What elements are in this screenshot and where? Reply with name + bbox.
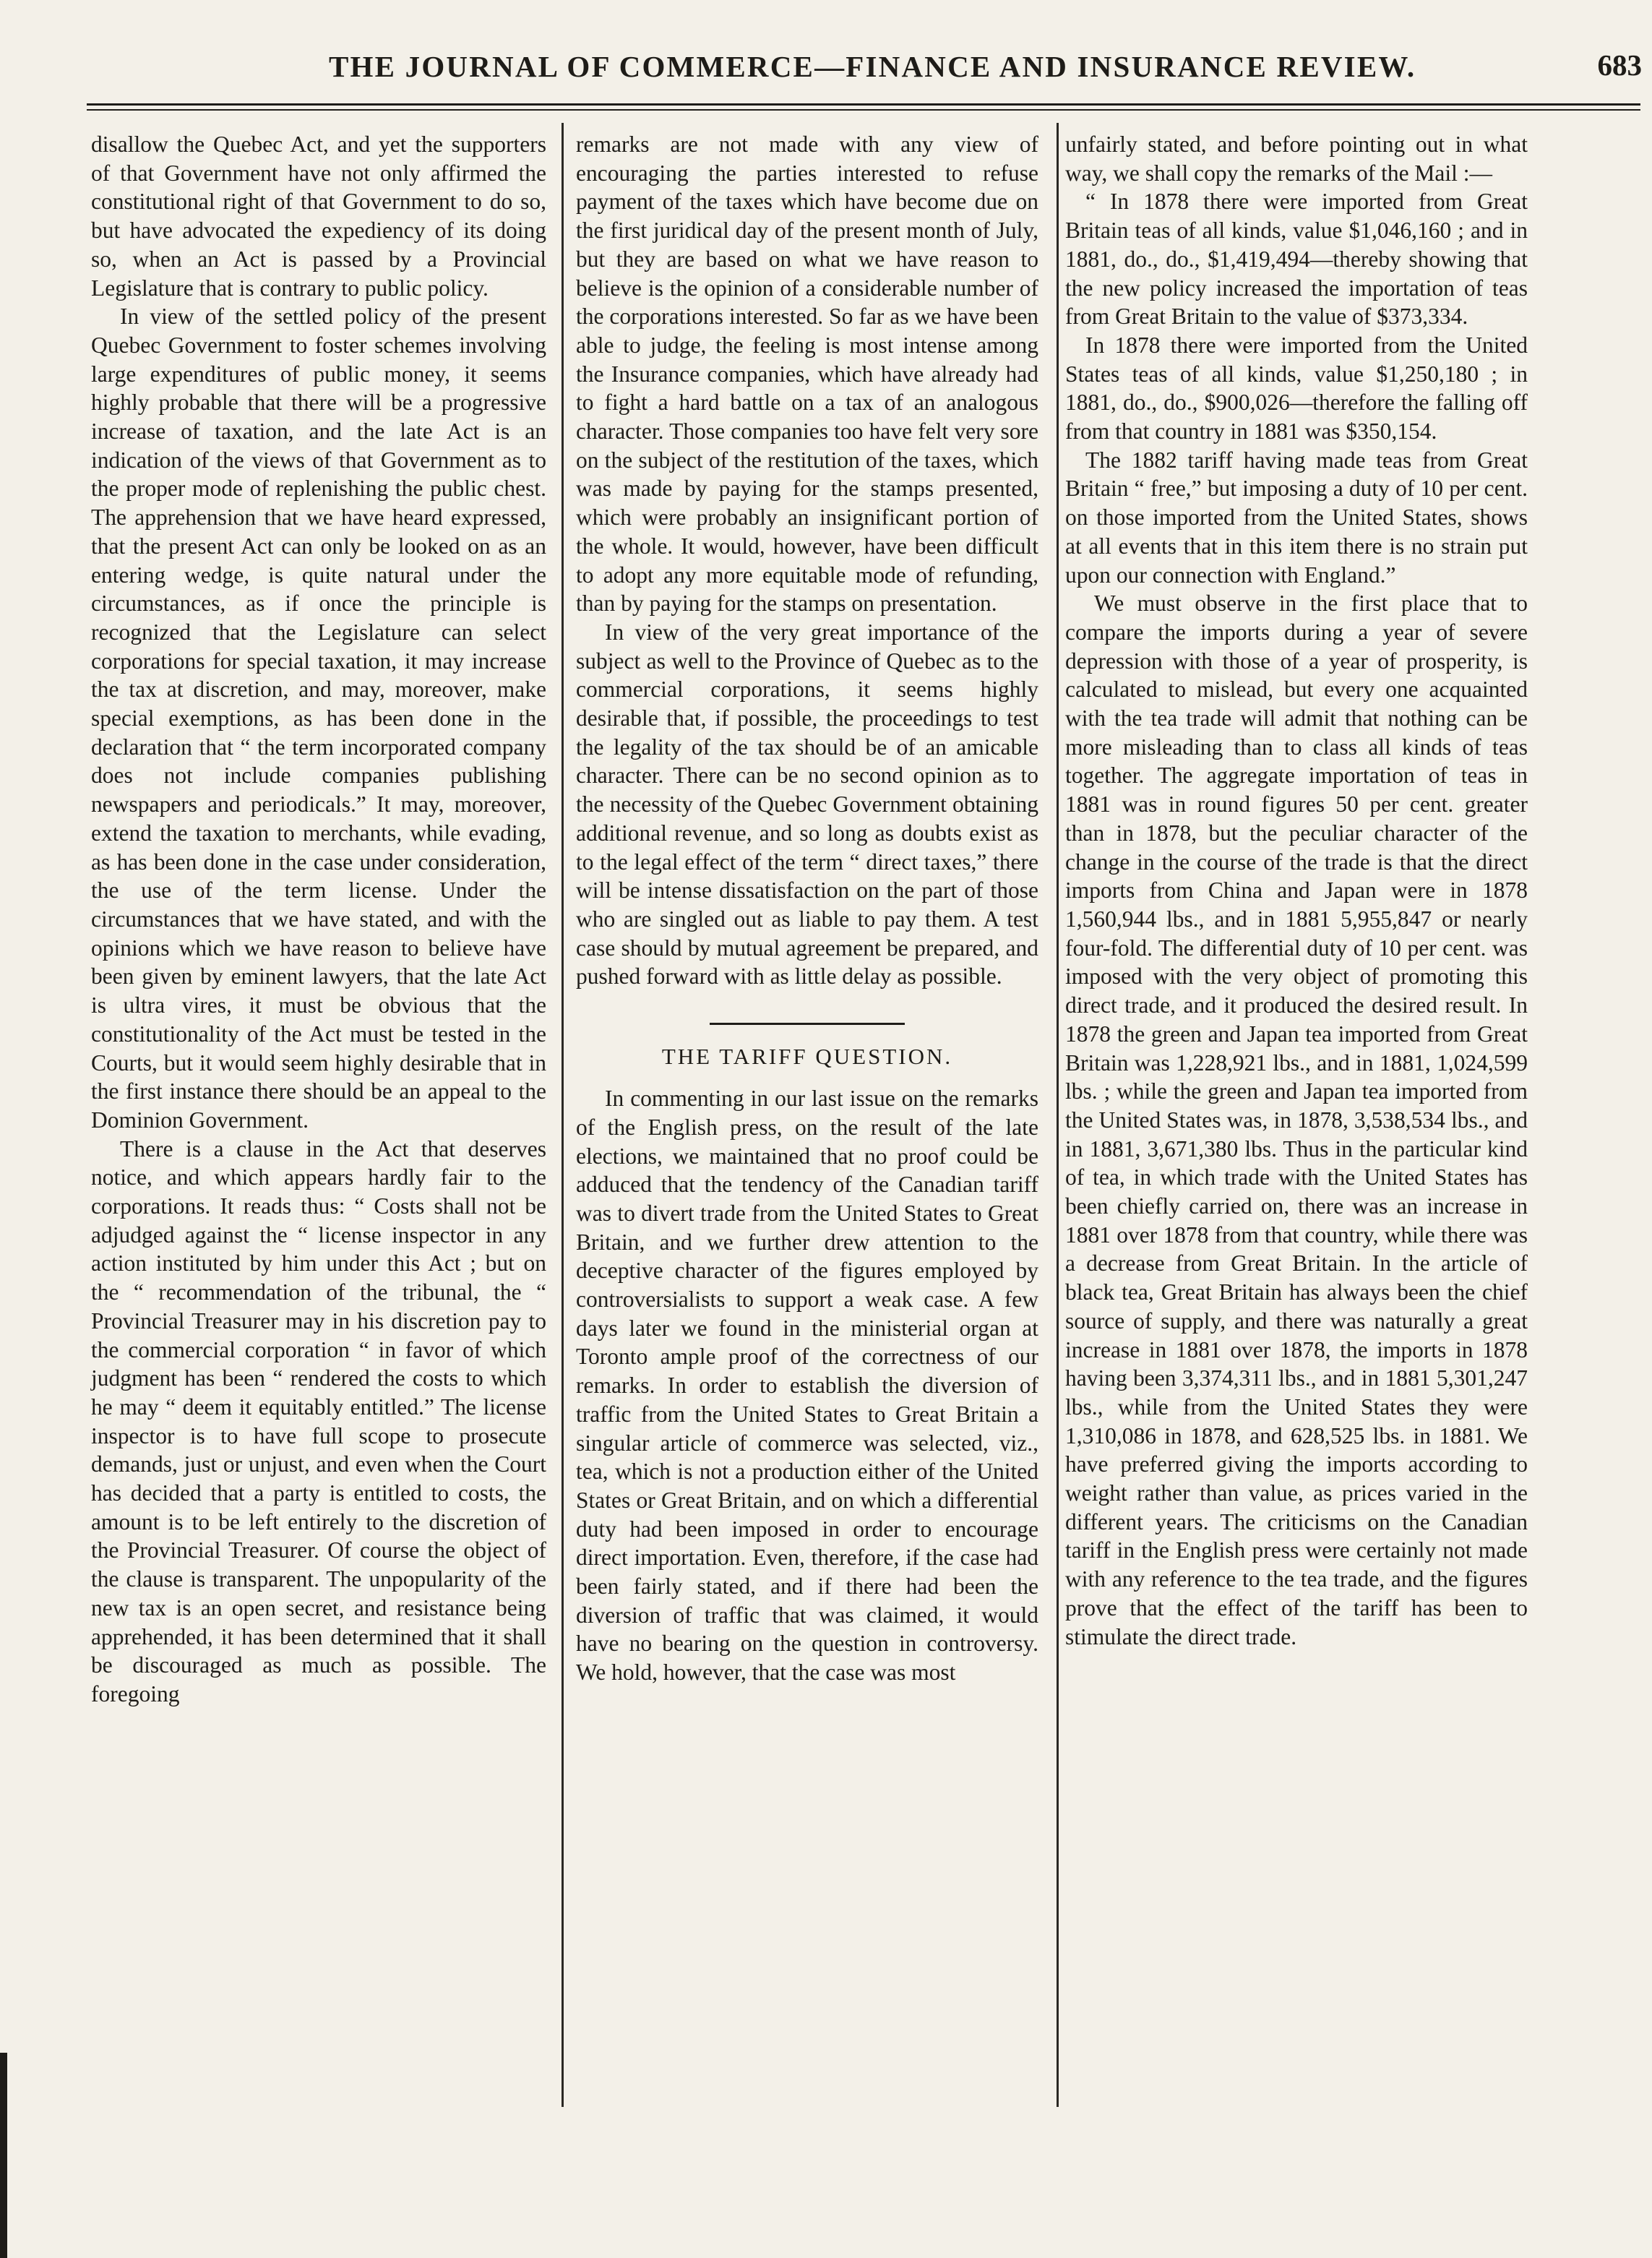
column-2 — [576, 130, 1038, 1687]
col2-paragraph-2: In view of the very great importance of the subject as well to the Province of Quebec as to the commercial corporations, it seems highly desirable that, if possible, the proceedings to test the legality of the tax should be of an amicable character. There can be no second opinion as to the necessity of the Quebec Government obtaining additional revenue, and so long as doubts exist as to the legal effect of the term “ direct taxes,” there will be intense dissatisfaction on the part of those who are singled out as liable to pay them. A test case should by mutual agreement be prepared, and pushed forward with as little delay as possible. — [576, 619, 1038, 990]
col3-paragraph-2: We must observe in the first place that to compare the imports during a year of severe depression with those of a year of prosperity, is calculated to mislead, but every one acquainted with the tea trade will admit that nothing can be more misleading than to class all kinds of teas together. The aggregate importation of teas in 1881 was in round figures 50 per cent. greater than in 1878, but the peculiar character of the change in the course of the trade is that the direct imports from China and Japan were in 1878 1,560,944 lbs., and in 1881 5,955,847 or nearly four-fold. The differential duty of 10 per cent. was imposed with the very object of promoting this direct trade, and it produced the desired result. In 1878 the green and Japan tea imported from Great Britain was 1,228,921 lbs., and in 1881, 1,024,599 lbs. ; while the green and Japan tea imported from the United States was, in 1878, 3,538,534 lbs., and in 1881, 3,671,380 lbs. Thus in the particular kind of tea, in which trade with the United States has been chiefly carried on, there was an increase in 1881 over 1878 from that country, while there was a decrease from Great Britain. In the article of black tea, Great Britain has always been the chief source of supply, and there was naturally a great increase in 1881 over 1878, the imports in 1878 having been 3,374,311 lbs., and in 1881 5,301,247 lbs., while from the United States they were 1,310,086 in 1878, and 628,525 lbs. in 1881. We have preferred giving the imports according to weight rather than value, as prices varied in the different years. The criticisms on the Canadian tariff in the English press were certainly not made with any reference to the tea trade, and the figures prove that the effect of the tariff has been to stimulate the direct trade. — [1065, 591, 1528, 1649]
col3-quote-1: “ In 1878 there were imported from Great Britain teas of all kinds, value $1,046,160 ; and in 1881, do., do., $1,419,494—thereby showing that the new policy increased the importation of teas from Great Britain to the value of $373,334. — [1065, 189, 1528, 330]
section-title: THE TARIFF QUESTION. — [661, 1044, 953, 1070]
col1-paragraph-2: In view of the settled policy of the present Quebec Government to foster schemes involving large expenditures of public money, it seems highly probable that there will be a progressive increase of taxation, and the late Act is an indication of the views of that Government as to the proper mode of replenishing the public chest. The apprehension that we have heard expressed, that the present Act can only be looked on as an entering wedge, is quite natural under the circumstances, as if once the principle is recognized that the Legislature can select corporations for special taxation, it may increase the tax at discretion, and may, moreover, make special exemptions, as has been done in the declaration that “ the term incorporated company does not include companies publishing newspapers and periodicals.” It may, moreover, extend the taxation to merchants, while evading, as has been done in the case under consideration, the use of the term license. Under the circumstances that we have stated, and with the opinions which we have reason to believe have been given by eminent lawyers, that the late Act is ultra vires, it must be obvious that the constitutionality of the Act must be tested in the Courts, but it would seem highly desirable that in the first instance there should be an appeal to the Dominion Government. — [91, 304, 546, 1133]
col3-quote-3: The 1882 tariff having made teas from Great Britain “ free,” but imposing a duty of 10 per cent. on those imported from the United States, shows at all events that in this item there is no strain put upon our connection with England.” — [1065, 447, 1528, 588]
col3-paragraph-1: unfairly stated, and before pointing out in what way, we shall copy the remarks of the Mail :— — [1065, 132, 1528, 186]
col3-quote-2: In 1878 there were imported from the United States teas of all kinds, value $1,250,180 ; in 1881, do., do., $900,026—therefore the falling off from that country in 1881 was $350,154. — [1065, 332, 1528, 445]
col2-paragraph-1: remarks are not made with any view of encouraging the parties interested to refuse payment of the taxes which have become due on the first juridical day of the present month of July, but they are based on what we have reason to believe is the opinion of a considerable number of the corporations interested. So far as we have been able to judge, the feeling is most intense among the Insurance companies, which have already had to fight a hard battle on a tax of an analogous character. Those companies too have felt very sore on the subject of the restitution of the taxes, which was made by paying for the stamps presented, which were probably an insignificant portion of the whole. It would, however, have been difficult to adopt any more equitable mode of refunding, than by paying for the stamps on presentation. — [576, 132, 1038, 617]
column-3 — [1065, 130, 1528, 1651]
binding-edge — [0, 2053, 7, 2258]
column-1 — [91, 130, 546, 1709]
col2-paragraph-3: In commenting in our last issue on the remarks of the English press, on the result of the late elections, we maintained that no proof could be adduced that the tendency of the Canadian tariff was to divert trade from the United States to Great Britain, and we further drew attention to the deceptive character of the figures employed by controversialists to support a weak case. A few days later we found in the ministerial organ at Toronto ample proof of the correctness of our remarks. In order to establish the diversion of traffic from the United States to Great Britain a singular article of commerce was selected, viz., tea, which is not a production either of the United States or Great Britain, and on which a differential duty had been imposed in order to encourage direct importation. Even, therefore, if the case had been fairly stated, and if there had been the diversion of traffic that was claimed, it would have no bearing on the question in controversy. We hold, however, that the case was most — [576, 1086, 1038, 1686]
journal-title: THE JOURNAL OF COMMERCE—FINANCE AND INSURANCE REVIEW. — [329, 50, 1416, 83]
col1-paragraph-3: There is a clause in the Act that deserves notice, and which appears hardly fair to the corporations. It reads thus: “ Costs shall not be adjudged against the “ license inspector in any action instituted by him under this Act ; but on the “ recommendation of the tribunal, the “ Provincial Treasurer may in his discretion pay to the commercial corporation “ in favor of which judgment has been “ rendered the costs to which he may “ deem it equitably entitled.” The license inspector is to have full scope to prosecute demands, just or unjust, and even when the Court has decided that a party is entitled to costs, the amount is to be left entirely to the discretion of the Provincial Treasurer. Of course the object of the clause is transparent. The unpopularity of the new tax is an open secret, and resistance being apprehended, it has been determined that it shall be discouraged as much as possible. The foregoing — [91, 1136, 546, 1707]
page-number: 683 — [1597, 48, 1642, 82]
header-rule-bottom — [87, 109, 1640, 111]
header-rule-top — [87, 103, 1640, 106]
column-divider-2 — [1057, 123, 1059, 2107]
section-divider — [710, 1023, 905, 1025]
col1-paragraph-1: disallow the Quebec Act, and yet the supporters of that Government have not only affirmed the constitutional right of that Government to do so, but have advocated the expediency of its doing so, when an Act is passed by a Provincial Legislature that is contrary to public policy. — [91, 132, 546, 301]
column-divider-1 — [562, 123, 564, 2107]
